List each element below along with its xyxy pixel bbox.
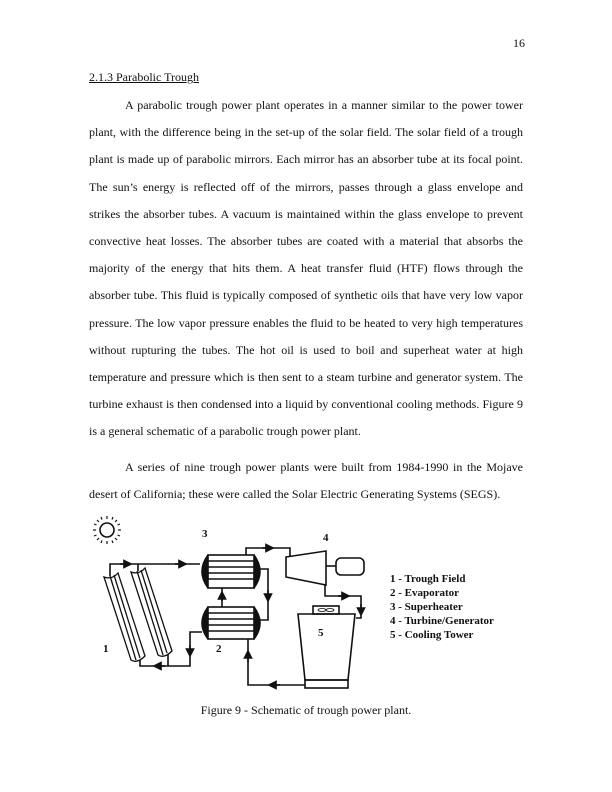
heat-exchanger-icon <box>202 555 260 588</box>
legend-item: 2 - Evaporator <box>390 587 460 599</box>
legend-item: 4 - Turbine/Generator <box>390 615 494 627</box>
page-number: 16 <box>513 36 525 50</box>
parabolic-mirror-icon <box>104 568 172 661</box>
cooling-tower-icon <box>298 606 355 688</box>
turbine-icon <box>286 551 326 585</box>
label-turbine: 4 <box>323 532 329 544</box>
legend-item: 5 - Cooling Tower <box>390 629 474 641</box>
generator-icon <box>336 558 364 575</box>
label-superheater: 3 <box>202 528 208 540</box>
figure-legend <box>390 572 494 642</box>
label-trough-field: 1 <box>103 643 109 655</box>
legend-item: 1 - Trough Field <box>390 573 466 585</box>
label-cooling-tower: 5 <box>318 627 324 639</box>
sun-icon <box>93 516 121 544</box>
heat-exchanger-icon <box>202 607 260 639</box>
figure-caption: Figure 9 - Schematic of trough power plant. <box>200 703 412 717</box>
section-heading: 2.1.3 Parabolic Trough <box>89 70 200 84</box>
label-evaporator: 2 <box>216 643 222 655</box>
paragraph-trough-description: A parabolic trough power plant operates in a manner similar to the power tower plant, with the difference being in the set-up of the solar field. The solar field of a trough plant is made up of parabolic mirrors. Each mirror has an absorber tube at its focal point. The sun’s energy is reflected off of the mirrors, passes through a glass envelope and strikes the absorber tubes. A vacuum is maintained within the glass envelope to prevent convective heat losses. The absorber tubes are coated with a material that absorbs the majority of the energy that hits them. A heat transfer fluid (HTF) flows through the absorber tube. This fluid is typically composed of synthetic oils that have very low vapor pressure. The low vapor pressure enables the fluid to be heated to very high temperatures without rupturing the tubes. The hot oil is used to boil and superheat water at high temperature and pressure which is then sent to a steam turbine and generator system. The turbine exhaust is then condensed into a liquid by conventional cooling methods. Figure 9 is a general schematic of a parabolic trough power plant. <box>89 98 523 439</box>
legend-item: 3 - Superheater <box>390 601 463 613</box>
paragraph-segs: A series of nine trough power plants were built from 1984-1990 in the Mojave desert of California; these were called the Solar Electric Generating Systems (SEGS). <box>89 460 523 502</box>
